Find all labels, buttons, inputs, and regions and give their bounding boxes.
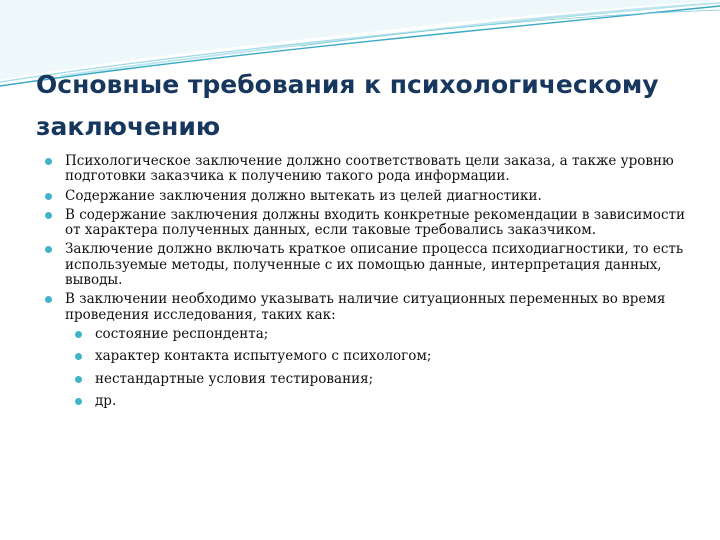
list-item <box>43 242 693 288</box>
sub-list-item-text: нестандартные условия тестирования; <box>95 370 374 387</box>
bullet-icon <box>75 398 82 405</box>
sub-list-item <box>65 394 693 409</box>
bullet-icon <box>45 212 52 219</box>
bullet-icon <box>75 331 82 338</box>
list-item-text: Психологическое заключение должно соответствовать цели заказа, а также уровню подготовки заказчика к получению такого рода информации. <box>65 153 674 185</box>
sub-list-item <box>65 349 693 364</box>
slide-content <box>43 154 693 416</box>
sub-list-item <box>65 372 693 387</box>
bullet-icon <box>75 376 82 383</box>
sub-list-item-text: состояние респондента; <box>95 325 269 342</box>
sub-list <box>65 327 693 409</box>
list-item-text: В заключении необходимо указывать наличие ситуационных переменных во время проведения исследования, таких как: <box>65 291 666 323</box>
sub-list-item-text: характер контакта испытуемого с психологом; <box>95 348 432 365</box>
list-item-text: В содержание заключения должны входить конкретные рекомендации в зависимости от характера полученных данных, если таковые требовались заказчиком. <box>65 206 685 239</box>
list-item-text: Заключение должно включать краткое описание процесса психодиагностики, то есть используемые методы, полученные с их помощью данные, интерпретация данных, выводы. <box>65 241 684 289</box>
bullet-icon <box>45 296 52 303</box>
bullet-icon <box>75 353 82 360</box>
list-item <box>43 292 693 409</box>
list-item <box>43 208 693 239</box>
list-item-text: Содержание заключения должно вытекать из целей диагностики. <box>65 187 542 204</box>
bullet-icon <box>45 193 52 200</box>
slide-title: Основные требования к психологическому заключению <box>36 70 659 141</box>
list-item <box>43 154 693 185</box>
sub-list-item-text: др. <box>95 392 117 409</box>
sub-list-item <box>65 327 693 342</box>
requirements-list <box>43 154 693 409</box>
bullet-icon <box>45 246 52 253</box>
list-item <box>43 189 693 204</box>
bullet-icon <box>45 158 52 165</box>
